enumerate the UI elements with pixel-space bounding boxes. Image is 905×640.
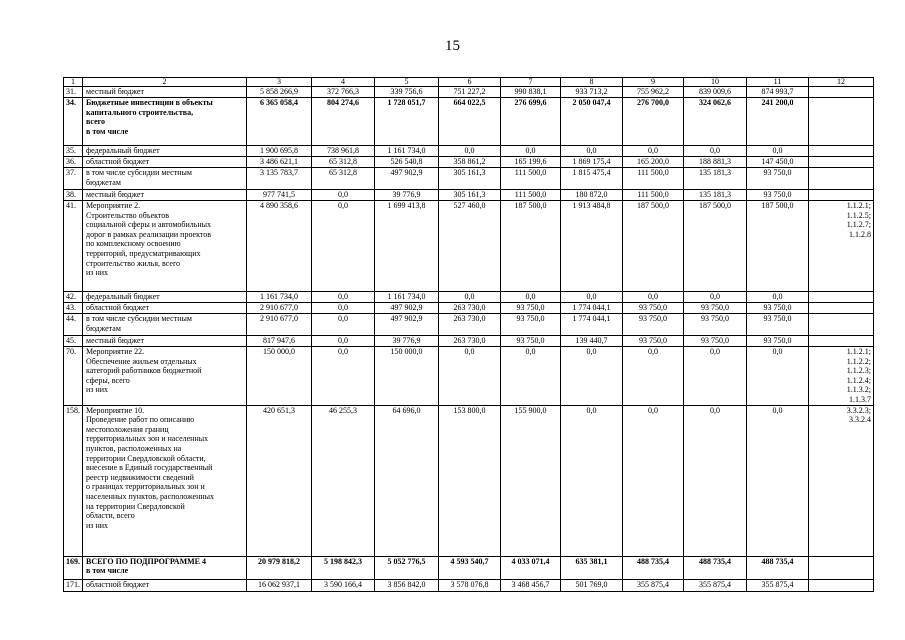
row-name-cell: областной бюджет bbox=[83, 579, 247, 591]
value-cell: 339 756,6 bbox=[375, 87, 439, 98]
target-codes-cell bbox=[809, 579, 874, 591]
row-number-cell: 36. bbox=[64, 157, 83, 168]
value-cell: 1 869 175,4 bbox=[561, 157, 623, 168]
value-cell: 93 750,0 bbox=[684, 314, 747, 336]
row-name-cell: в том числе субсидии местным бюджетам bbox=[83, 314, 247, 336]
value-cell: 93 750,0 bbox=[747, 314, 809, 336]
value-cell: 0,0 bbox=[747, 292, 809, 303]
value-cell: 874 993,7 bbox=[747, 87, 809, 98]
value-cell: 355 875,4 bbox=[684, 579, 747, 591]
value-cell: 4 033 071,4 bbox=[501, 556, 561, 579]
table-row bbox=[64, 190, 874, 201]
row-name-cell: местный бюджет bbox=[83, 87, 247, 98]
value-cell: 1 815 475,4 bbox=[561, 168, 623, 190]
value-cell: 39 776,9 bbox=[375, 190, 439, 201]
row-name-cell: в том числе субсидии местным бюджетам bbox=[83, 168, 247, 190]
value-cell: 5 198 842,3 bbox=[312, 556, 375, 579]
row-number-cell: 35. bbox=[64, 146, 83, 157]
value-cell: 751 227,2 bbox=[439, 87, 501, 98]
value-cell: 0,0 bbox=[312, 314, 375, 336]
value-cell: 139 440,7 bbox=[561, 336, 623, 347]
value-cell: 16 062 937,1 bbox=[247, 579, 312, 591]
value-cell: 93 750,0 bbox=[684, 303, 747, 314]
table-row bbox=[64, 579, 874, 591]
value-cell: 977 741,5 bbox=[247, 190, 312, 201]
value-cell: 1 699 413,8 bbox=[375, 201, 439, 292]
target-codes-cell: 1.1.2.1; 1.1.2.5; 1.1.2.7; 1.1.2.8 bbox=[809, 201, 874, 292]
value-cell: 497 902,9 bbox=[375, 314, 439, 336]
value-cell: 93 750,0 bbox=[501, 314, 561, 336]
value-cell: 4 890 358,6 bbox=[247, 201, 312, 292]
value-cell: 0,0 bbox=[684, 292, 747, 303]
table-row bbox=[64, 405, 874, 556]
value-cell: 93 750,0 bbox=[684, 336, 747, 347]
value-cell: 526 540,8 bbox=[375, 157, 439, 168]
value-cell: 93 750,0 bbox=[623, 336, 684, 347]
row-name-cell: областной бюджет bbox=[83, 303, 247, 314]
value-cell: 355 875,4 bbox=[747, 579, 809, 591]
value-cell: 0,0 bbox=[684, 347, 747, 406]
value-cell: 93 750,0 bbox=[623, 314, 684, 336]
column-number-cell: 8 bbox=[561, 78, 623, 87]
value-cell: 153 800,0 bbox=[439, 405, 501, 556]
value-cell: 187 500,0 bbox=[501, 201, 561, 292]
target-codes-cell bbox=[809, 157, 874, 168]
value-cell: 263 730,0 bbox=[439, 303, 501, 314]
value-cell: 3 486 621,1 bbox=[247, 157, 312, 168]
table-row bbox=[64, 314, 874, 336]
value-cell: 0,0 bbox=[312, 347, 375, 406]
row-number-cell: 42. bbox=[64, 292, 83, 303]
row-name-cell: областной бюджет bbox=[83, 157, 247, 168]
value-cell: 990 838,1 bbox=[501, 87, 561, 98]
value-cell: 839 009,6 bbox=[684, 87, 747, 98]
value-cell: 241 200,0 bbox=[747, 98, 809, 146]
budget-table bbox=[63, 77, 874, 592]
value-cell: 93 750,0 bbox=[747, 303, 809, 314]
table-row bbox=[64, 556, 874, 579]
value-cell: 5 858 266,9 bbox=[247, 87, 312, 98]
value-cell: 2 910 677,0 bbox=[247, 314, 312, 336]
value-cell: 6 365 058,4 bbox=[247, 98, 312, 146]
table-row bbox=[64, 292, 874, 303]
value-cell: 755 962,2 bbox=[623, 87, 684, 98]
row-number-cell: 41. bbox=[64, 201, 83, 292]
value-cell: 1 161 734,0 bbox=[247, 292, 312, 303]
value-cell: 0,0 bbox=[561, 405, 623, 556]
value-cell: 111 500,0 bbox=[501, 190, 561, 201]
value-cell: 1 728 051,7 bbox=[375, 98, 439, 146]
value-cell: 2 050 047,4 bbox=[561, 98, 623, 146]
value-cell: 0,0 bbox=[561, 347, 623, 406]
column-number-cell: 3 bbox=[247, 78, 312, 87]
value-cell: 155 900,0 bbox=[501, 405, 561, 556]
value-cell: 111 500,0 bbox=[501, 168, 561, 190]
value-cell: 93 750,0 bbox=[747, 168, 809, 190]
value-cell: 3 590 166,4 bbox=[312, 579, 375, 591]
value-cell: 0,0 bbox=[747, 405, 809, 556]
value-cell: 0,0 bbox=[623, 146, 684, 157]
value-cell: 0,0 bbox=[684, 146, 747, 157]
value-cell: 20 979 818,2 bbox=[247, 556, 312, 579]
value-cell: 64 696,0 bbox=[375, 405, 439, 556]
value-cell: 0,0 bbox=[747, 146, 809, 157]
value-cell: 187 500,0 bbox=[684, 201, 747, 292]
value-cell: 46 255,3 bbox=[312, 405, 375, 556]
value-cell: 0,0 bbox=[623, 347, 684, 406]
value-cell: 933 713,2 bbox=[561, 87, 623, 98]
table-row bbox=[64, 347, 874, 406]
value-cell: 0,0 bbox=[747, 347, 809, 406]
row-number-cell: 43. bbox=[64, 303, 83, 314]
value-cell: 0,0 bbox=[439, 292, 501, 303]
value-cell: 0,0 bbox=[501, 292, 561, 303]
value-cell: 420 651,3 bbox=[247, 405, 312, 556]
value-cell: 738 961,8 bbox=[312, 146, 375, 157]
value-cell: 135 181,3 bbox=[684, 190, 747, 201]
value-cell: 111 500,0 bbox=[623, 190, 684, 201]
value-cell: 488 735,4 bbox=[623, 556, 684, 579]
table-row bbox=[64, 201, 874, 292]
value-cell: 187 500,0 bbox=[623, 201, 684, 292]
row-number-cell: 45. bbox=[64, 336, 83, 347]
row-name-cell: местный бюджет bbox=[83, 336, 247, 347]
row-name-cell: федеральный бюджет bbox=[83, 292, 247, 303]
table-row bbox=[64, 157, 874, 168]
value-cell: 497 902,9 bbox=[375, 303, 439, 314]
row-number-cell: 38. bbox=[64, 190, 83, 201]
row-name-cell: Мероприятие 22. Обеспечение жильем отдельных категорий работников бюджетной сферы, всего из них bbox=[83, 347, 247, 406]
value-cell: 276 700,0 bbox=[623, 98, 684, 146]
value-cell: 4 593 540,7 bbox=[439, 556, 501, 579]
row-name-cell: ВСЕГО ПО ПОДПРОГРАММЕ 4 в том числе bbox=[83, 556, 247, 579]
table-row bbox=[64, 98, 874, 146]
value-cell: 93 750,0 bbox=[623, 303, 684, 314]
value-cell: 0,0 bbox=[439, 347, 501, 406]
table-row bbox=[64, 87, 874, 98]
target-codes-cell bbox=[809, 556, 874, 579]
value-cell: 497 902,9 bbox=[375, 168, 439, 190]
value-cell: 527 460,0 bbox=[439, 201, 501, 292]
row-name-cell: федеральный бюджет bbox=[83, 146, 247, 157]
column-number-cell: 7 bbox=[501, 78, 561, 87]
value-cell: 0,0 bbox=[501, 347, 561, 406]
value-cell: 276 699,6 bbox=[501, 98, 561, 146]
value-cell: 3 856 842,0 bbox=[375, 579, 439, 591]
column-number-cell: 10 bbox=[684, 78, 747, 87]
value-cell: 147 450,0 bbox=[747, 157, 809, 168]
value-cell: 0,0 bbox=[312, 303, 375, 314]
page-number: 15 bbox=[445, 38, 460, 54]
value-cell: 0,0 bbox=[312, 336, 375, 347]
value-cell: 150 000,0 bbox=[375, 347, 439, 406]
value-cell: 324 062,6 bbox=[684, 98, 747, 146]
table-row bbox=[64, 168, 874, 190]
value-cell: 263 730,0 bbox=[439, 336, 501, 347]
value-cell: 0,0 bbox=[561, 292, 623, 303]
row-number-cell: 37. bbox=[64, 168, 83, 190]
value-cell: 39 776,9 bbox=[375, 336, 439, 347]
value-cell: 355 875,4 bbox=[623, 579, 684, 591]
row-name-cell: Мероприятие 2. Строительство объектов социальной сферы и автомобильных дорог в рамках реализации проектов по комплексному освоению территорий, предусматривающих строительство жилья, всего из них bbox=[83, 201, 247, 292]
value-cell: 305 161,3 bbox=[439, 168, 501, 190]
value-cell: 0,0 bbox=[561, 146, 623, 157]
target-codes-cell bbox=[809, 336, 874, 347]
value-cell: 2 910 677,0 bbox=[247, 303, 312, 314]
value-cell: 0,0 bbox=[312, 190, 375, 201]
row-number-cell: 31. bbox=[64, 87, 83, 98]
row-number-cell: 34. bbox=[64, 98, 83, 146]
value-cell: 165 199,6 bbox=[501, 157, 561, 168]
value-cell: 1 900 695,8 bbox=[247, 146, 312, 157]
value-cell: 1 774 044,1 bbox=[561, 314, 623, 336]
value-cell: 187 500,0 bbox=[747, 201, 809, 292]
table-row bbox=[64, 146, 874, 157]
value-cell: 358 861,2 bbox=[439, 157, 501, 168]
value-cell: 635 381,1 bbox=[561, 556, 623, 579]
target-codes-cell bbox=[809, 87, 874, 98]
target-codes-cell: 1.1.2.1; 1.1.2.2; 1.1.2.3; 1.1.2.4; 1.1.3.2; 1.1.3.7 bbox=[809, 347, 874, 406]
target-codes-cell bbox=[809, 190, 874, 201]
value-cell: 3 468 456,7 bbox=[501, 579, 561, 591]
value-cell: 1 161 734,0 bbox=[375, 146, 439, 157]
target-codes-cell: 3.3.2.3; 3.3.2.4 bbox=[809, 405, 874, 556]
value-cell: 135 181,3 bbox=[684, 168, 747, 190]
value-cell: 188 881,3 bbox=[684, 157, 747, 168]
value-cell: 0,0 bbox=[312, 201, 375, 292]
value-cell: 180 872,0 bbox=[561, 190, 623, 201]
value-cell: 150 000,0 bbox=[247, 347, 312, 406]
value-cell: 111 500,0 bbox=[623, 168, 684, 190]
row-number-cell: 44. bbox=[64, 314, 83, 336]
target-codes-cell bbox=[809, 98, 874, 146]
row-number-cell: 171. bbox=[64, 579, 83, 591]
value-cell: 0,0 bbox=[439, 146, 501, 157]
row-name-cell: Мероприятие 10. Проведение работ по описанию местоположения границ территориальных зон и населенных пунктов, расположенных на территории Свердловской области, внесение в Единый государственный реестр недвижимости сведений о границах территориальных зон и населенных пунктов, расположенных на территории Свердловской области, всего из них bbox=[83, 405, 247, 556]
value-cell: 488 735,4 bbox=[747, 556, 809, 579]
column-number-cell: 9 bbox=[623, 78, 684, 87]
column-number-cell: 12 bbox=[809, 78, 874, 87]
value-cell: 93 750,0 bbox=[747, 336, 809, 347]
value-cell: 1 161 734,0 bbox=[375, 292, 439, 303]
row-number-cell: 169. bbox=[64, 556, 83, 579]
target-codes-cell bbox=[809, 146, 874, 157]
value-cell: 263 730,0 bbox=[439, 314, 501, 336]
table-row bbox=[64, 303, 874, 314]
value-cell: 488 735,4 bbox=[684, 556, 747, 579]
column-number-cell: 2 bbox=[83, 78, 247, 87]
value-cell: 3 135 783,7 bbox=[247, 168, 312, 190]
column-number-cell: 1 bbox=[64, 78, 83, 87]
row-number-cell: 70. bbox=[64, 347, 83, 406]
value-cell: 65 312,8 bbox=[312, 168, 375, 190]
value-cell: 664 022,5 bbox=[439, 98, 501, 146]
value-cell: 93 750,0 bbox=[501, 303, 561, 314]
value-cell: 501 769,0 bbox=[561, 579, 623, 591]
value-cell: 0,0 bbox=[312, 292, 375, 303]
value-cell: 1 774 044,1 bbox=[561, 303, 623, 314]
value-cell: 65 312,8 bbox=[312, 157, 375, 168]
value-cell: 93 750,0 bbox=[501, 336, 561, 347]
value-cell: 165 200,0 bbox=[623, 157, 684, 168]
value-cell: 372 766,3 bbox=[312, 87, 375, 98]
value-cell: 0,0 bbox=[623, 292, 684, 303]
value-cell: 0,0 bbox=[684, 405, 747, 556]
column-number-cell: 5 bbox=[375, 78, 439, 87]
value-cell: 0,0 bbox=[501, 146, 561, 157]
value-cell: 817 947,6 bbox=[247, 336, 312, 347]
row-number-cell: 158. bbox=[64, 405, 83, 556]
value-cell: 804 274,6 bbox=[312, 98, 375, 146]
target-codes-cell bbox=[809, 314, 874, 336]
target-codes-cell bbox=[809, 303, 874, 314]
table-row bbox=[64, 336, 874, 347]
value-cell: 1 913 484,8 bbox=[561, 201, 623, 292]
row-name-cell: Бюджетные инвестиции в объекты капитального строительства, всего в том числе bbox=[83, 98, 247, 146]
target-codes-cell bbox=[809, 292, 874, 303]
column-number-cell: 4 bbox=[312, 78, 375, 87]
value-cell: 5 052 776,5 bbox=[375, 556, 439, 579]
value-cell: 93 750,0 bbox=[747, 190, 809, 201]
target-codes-cell bbox=[809, 168, 874, 190]
value-cell: 3 578 076,8 bbox=[439, 579, 501, 591]
column-number-cell: 11 bbox=[747, 78, 809, 87]
value-cell: 0,0 bbox=[623, 405, 684, 556]
table-header-row bbox=[64, 78, 874, 87]
column-number-cell: 6 bbox=[439, 78, 501, 87]
value-cell: 305 161,3 bbox=[439, 190, 501, 201]
row-name-cell: местный бюджет bbox=[83, 190, 247, 201]
